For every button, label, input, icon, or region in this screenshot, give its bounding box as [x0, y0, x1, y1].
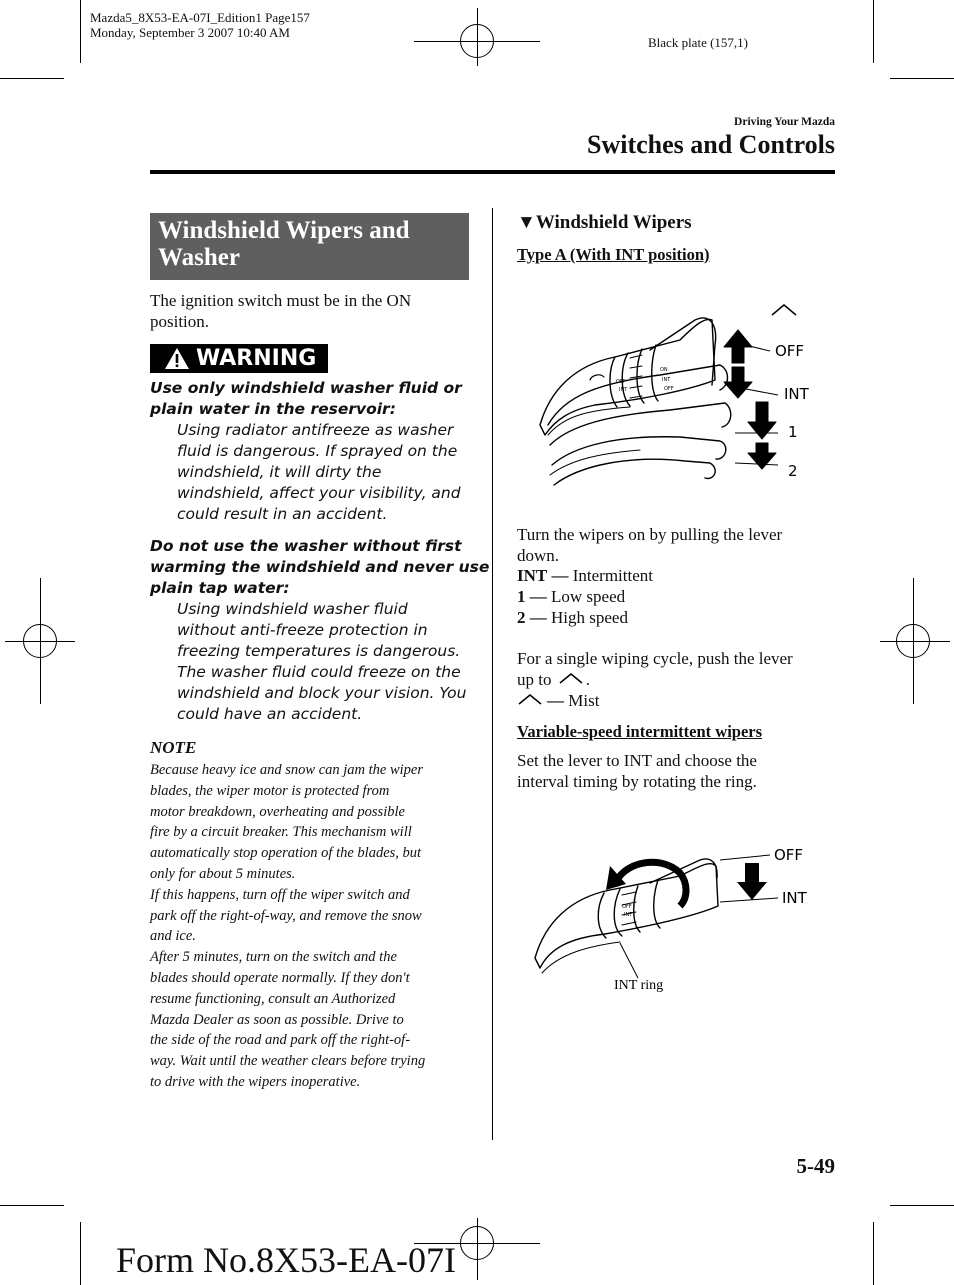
label-int: INT: [782, 889, 807, 907]
mode-key: 2: [517, 608, 526, 627]
variable-text-line: Set the lever to INT and choose the: [517, 751, 757, 770]
warning-body-line: The washer fluid could freeze on the: [177, 663, 461, 681]
warning-body-line: could have an accident.: [177, 705, 363, 723]
note-line: automatically stop operation of the blades, but: [150, 845, 422, 862]
section-label: Driving Your Mazda: [734, 116, 835, 128]
note-line: and ice.: [150, 928, 196, 945]
intro-line: The ignition switch must be in the ON: [150, 291, 412, 310]
print-file-info: [90, 10, 310, 40]
warning-body-line: Using radiator antifreeze as washer: [177, 421, 454, 439]
warning-triangle-icon: [164, 347, 190, 370]
pull-text-line: Turn the wipers on by pulling the lever: [517, 525, 783, 544]
warning-body-line: fluid is dangerous. If sprayed on the: [177, 442, 458, 460]
subsection-title: Windshield Wipers: [535, 212, 692, 233]
mist-chevron-icon: [517, 693, 543, 705]
lever-mark-on: ON: [660, 367, 668, 373]
warning-heading-line: plain tap water:: [150, 579, 290, 597]
page-number: 5-49: [796, 1154, 835, 1178]
warning-heading-line: warming the windshield and never use: [150, 558, 490, 576]
note-line: Mazda Dealer as soon as possible. Drive to: [150, 1011, 404, 1028]
variable-text: [517, 750, 757, 792]
note-line: way. Wait until the weather clears before trying: [150, 1053, 426, 1070]
mode-key: INT: [517, 566, 548, 585]
intro-text: [150, 290, 411, 332]
section-heading-line: Windshield Wipers and: [158, 217, 410, 244]
note-label: NOTE: [150, 738, 197, 757]
page-title: Switches and Controls: [586, 130, 835, 159]
warning-heading-line: Use only windshield washer fluid or: [150, 379, 462, 397]
ring-mark-off: OFF: [622, 904, 632, 910]
note-line: Because heavy ice and snow can jam the wiper: [150, 762, 424, 778]
mode-value: Intermittent: [572, 566, 653, 585]
warning-banner: [150, 344, 328, 373]
form-number: Form No.8X53-EA-07I: [116, 1240, 456, 1280]
mode-item: [517, 607, 653, 628]
crop-mark: [80, 1222, 81, 1285]
warning-body-line: windshield, affect your visibility, and: [177, 484, 461, 502]
label-two: 2: [788, 462, 798, 480]
mode-dash: —: [529, 587, 547, 606]
crop-mark: [80, 0, 81, 63]
section-heading-line: Washer: [158, 244, 240, 271]
variable-heading: Variable-speed intermittent wipers: [517, 722, 763, 741]
warning-body-line: could result in an accident.: [177, 505, 388, 523]
note-line: the side of the road and park off the right-of-: [150, 1032, 411, 1049]
note-line: to drive with the wipers inoperative.: [150, 1073, 361, 1090]
variable-text-line: interval timing by rotating the ring.: [517, 772, 757, 791]
note-line: After 5 minutes, turn on the switch and the: [150, 949, 397, 966]
int-ring-figure: [520, 838, 820, 998]
mode-dash: —: [529, 608, 547, 627]
wiper-lever-figure: [520, 285, 820, 500]
subsection-heading: [517, 211, 692, 234]
note-line: blades, the wiper motor is protected from: [150, 782, 390, 799]
mode-key: 1: [517, 587, 526, 606]
header-rule: [150, 170, 835, 174]
lever-mark-int: INT: [619, 387, 628, 393]
crop-mark: [0, 1205, 64, 1206]
pull-text-line: down.: [517, 546, 560, 565]
warning-item: [150, 536, 489, 725]
int-ring-label: INT ring: [614, 978, 664, 993]
crop-mark: [873, 0, 874, 63]
ring-mark-int: INT: [624, 912, 633, 918]
warning-body-line: windshield, it will dirty the: [177, 463, 382, 481]
crop-mark: [890, 1205, 954, 1206]
mist-value: Mist: [568, 691, 600, 710]
mode-item: [517, 586, 653, 607]
plate-info: Black plate (157,1): [648, 35, 748, 50]
print-date-line: Monday, September 3 2007 10:40 AM: [90, 25, 290, 40]
triangle-bullet-icon: ▼: [517, 212, 536, 233]
mode-value: High speed: [551, 608, 628, 627]
warning-body-line: without anti-freeze protection in: [177, 621, 428, 639]
single-wipe-line: For a single wiping cycle, push the lever: [517, 649, 793, 668]
column-divider: [492, 208, 493, 1140]
crop-mark: [0, 78, 64, 79]
mode-list: [517, 565, 653, 628]
mode-dash: —: [551, 566, 569, 585]
mode-item: [517, 565, 653, 586]
warning-heading-line: Do not use the washer without first: [150, 537, 462, 555]
single-wipe-text: [517, 648, 793, 711]
warning-body-line: freezing temperatures is dangerous.: [177, 642, 461, 660]
label-off: OFF: [775, 342, 805, 360]
label-int: INT: [784, 385, 809, 403]
note-line: motor breakdown, overheating and possible: [150, 803, 405, 820]
lever-mark-off: OFF: [616, 379, 626, 385]
mist-chevron-icon: [772, 305, 796, 315]
lever-mark-int-2: INT: [662, 377, 671, 383]
mist-line: [517, 690, 793, 711]
crop-mark: [873, 1222, 874, 1285]
intro-line: position.: [150, 312, 210, 331]
type-a-heading: Type A (With INT position): [517, 245, 710, 264]
mist-dash: —: [547, 691, 564, 710]
warning-item: [150, 378, 462, 525]
mode-value: Low speed: [551, 587, 626, 606]
label-one: 1: [788, 423, 798, 441]
warning-body-line: windshield and block your vision. You: [177, 684, 467, 702]
note-line: resume functioning, consult an Authorized: [150, 990, 396, 1007]
warning-body-line: Using windshield washer fluid: [177, 600, 408, 618]
note-text: [150, 760, 425, 1093]
note-line: fire by a circuit breaker. This mechanism will: [150, 824, 412, 841]
lever-mark-off-2: OFF: [664, 386, 674, 392]
warning-heading-line: plain water in the reservoir:: [150, 400, 396, 418]
warning-label: WARNING: [196, 346, 317, 371]
crop-mark: [890, 78, 954, 79]
pull-text: [517, 524, 782, 566]
note-line: only for about 5 minutes.: [150, 865, 296, 882]
note-line: park off the right-of-way, and remove the snow: [150, 907, 422, 924]
section-heading: [150, 213, 469, 280]
note-line: blades should operate normally. If they don't: [150, 969, 410, 986]
single-wipe-line: up to .: [517, 670, 590, 689]
print-file-line: Mazda5_8X53-EA-07I_Edition1 Page157: [90, 10, 310, 25]
mist-chevron-icon: [558, 672, 584, 684]
note-line: If this happens, turn off the wiper switch and: [150, 886, 410, 903]
label-off: OFF: [774, 846, 804, 864]
